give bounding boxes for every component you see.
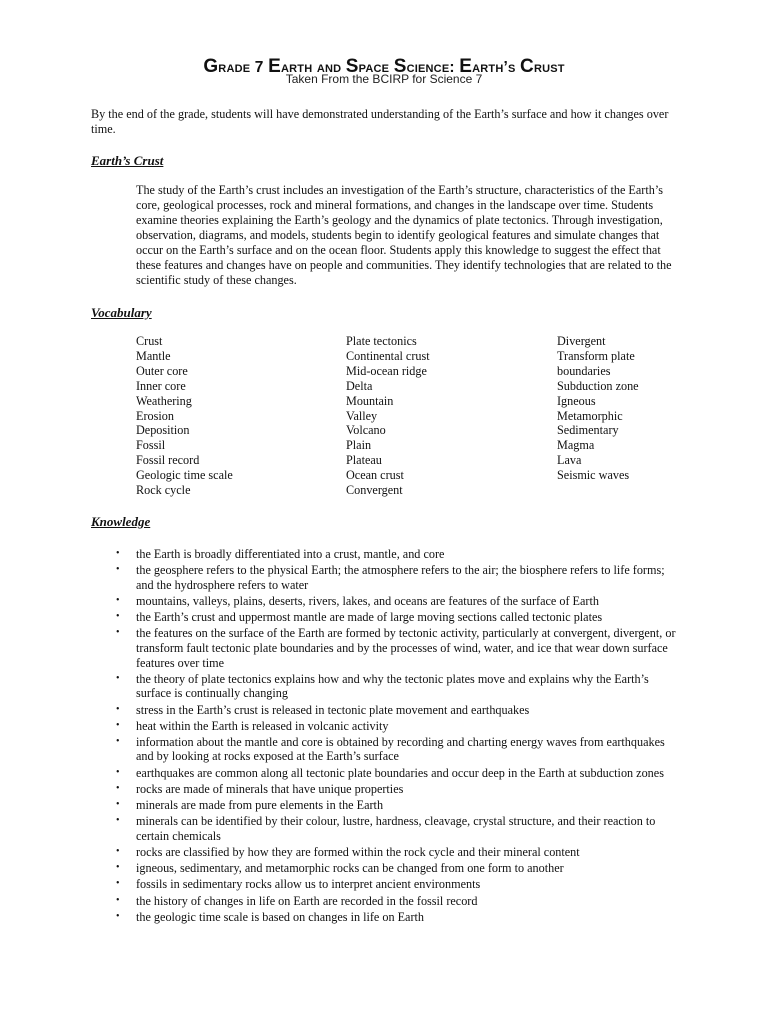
knowledge-text: the geosphere refers to the physical Earth; the atmosphere refers to the air; the biosphere refers to life forms; and the hydrosphere refers to water [136, 563, 665, 592]
vocabulary-term: Continental crust [346, 348, 430, 363]
crust-heading: Earth’s Crust [91, 153, 164, 168]
vocabulary-term: Plain [346, 438, 372, 453]
knowledge-list [116, 547, 676, 926]
knowledge-text: mountains, valleys, plains, deserts, rivers, lakes, and oceans are features of the surface of Earth [136, 593, 599, 608]
crust-paragraph: The study of the Earth’s crust includes an investigation of the Earth’s structure, characteristics of the Earth’s core, geological processes, rock and mineral formations, and changes in the landscape over time. Students examine theories explaining the Earth’s geology and the dynamics of plate tectonics. Through investigation, observation, diagrams, and models, students begin to identify geological features and simulate changes that occur on the Earth’s surface and on the ocean floor. Students apply this knowledge to suggest the effect that these features and changes have on people and communities. They identify technologies that are related to the scientific study of these changes. [136, 183, 672, 287]
knowledge-item [116, 894, 676, 909]
bullet-icon: • [116, 672, 120, 684]
knowledge-item [116, 563, 676, 592]
bullet-icon: • [116, 627, 120, 639]
page-title: Grade 7 Earth and Space Science: Earth’s Crust [203, 56, 565, 78]
vocabulary-term: Metamorphic [557, 408, 623, 423]
bullet-icon: • [116, 719, 120, 731]
knowledge-text: information about the mantle and core is obtained by recording and charting energy waves from earthquakes and by looking at rocks exposed at the Earth’s surface [136, 734, 665, 764]
knowledge-text: heat within the Earth is released in volcanic activity [136, 718, 389, 733]
knowledge-item [116, 782, 676, 797]
vocabulary-term: Convergent [346, 483, 403, 498]
knowledge-text: the Earth’s crust and uppermost mantle are made of large moving sections called tectonic plates [136, 610, 603, 625]
vocabulary-term: Valley [346, 408, 378, 423]
bullet-icon: • [116, 862, 120, 874]
vocabulary-term: Divergent [557, 334, 606, 348]
vocabulary-term: Sedimentary [557, 423, 619, 438]
knowledge-item [116, 798, 676, 813]
vocabulary-column-1 [136, 334, 233, 498]
knowledge-text: minerals can be identified by their colour, lustre, hardness, cleavage, crystal structure, and their reaction to certain chemicals [136, 814, 656, 843]
vocabulary-column-3 [557, 334, 639, 483]
knowledge-heading: Knowledge [91, 514, 151, 529]
knowledge-item [116, 719, 676, 734]
vocabulary-term: Igneous [557, 393, 596, 408]
vocabulary-term: Erosion [136, 408, 174, 423]
vocabulary-term: Crust [136, 334, 163, 348]
bullet-icon: • [116, 735, 120, 747]
knowledge-text: the theory of plate tectonics explains how and why the tectonic plates move and explains why the Earth’s surface is continually changing [136, 671, 649, 701]
vocabulary-term: Lava [557, 453, 582, 468]
bullet-icon: • [116, 564, 120, 576]
knowledge-text: rocks are classified by how they are formed within the rock cycle and their mineral content [136, 845, 580, 859]
knowledge-text: earthquakes are common along all tectonic plate boundaries and occur deep in the Earth at subduction zones [136, 765, 664, 780]
bullet-icon: • [116, 815, 120, 827]
knowledge-item [116, 703, 676, 718]
bullet-icon: • [116, 594, 120, 606]
vocabulary-term: Mountain [346, 393, 394, 408]
knowledge-item [116, 547, 676, 562]
intro-paragraph: By the end of the grade, students will have demonstrated understanding of the Earth’s surface and how it changes over time. [91, 107, 669, 136]
vocabulary-term: Inner core [136, 378, 186, 393]
knowledge-item [116, 766, 676, 781]
vocabulary-term: Volcano [346, 423, 386, 438]
vocabulary-heading: Vocabulary [91, 305, 152, 320]
vocabulary-term: Outer core [136, 363, 188, 378]
knowledge-item [116, 594, 676, 609]
bullet-icon: • [116, 894, 120, 906]
knowledge-text: igneous, sedimentary, and metamorphic rocks can be changed from one form to another [136, 861, 564, 876]
knowledge-text: rocks are made of minerals that have unique properties [136, 781, 404, 796]
knowledge-text: minerals are made from pure elements in the Earth [136, 798, 384, 813]
vocabulary-term: Magma [557, 438, 595, 453]
vocabulary-column-2 [346, 334, 430, 498]
vocabulary-term: Fossil record [136, 453, 200, 468]
vocabulary-term: Weathering [136, 393, 192, 408]
vocabulary-term: Mid-ocean ridge [346, 363, 427, 378]
bullet-icon: • [116, 910, 120, 922]
knowledge-item [116, 910, 676, 925]
knowledge-text: the Earth is broadly differentiated into a crust, mantle, and core [136, 547, 445, 561]
knowledge-item [116, 610, 676, 625]
vocabulary-term: Geologic time scale [136, 468, 233, 483]
vocabulary-term: Plate tectonics [346, 334, 417, 348]
vocabulary-term: Rock cycle [136, 483, 191, 498]
bullet-icon: • [116, 846, 120, 857]
vocabulary-term: Deposition [136, 423, 190, 438]
knowledge-item [116, 877, 676, 892]
knowledge-item [116, 672, 676, 701]
bullet-icon: • [116, 878, 120, 890]
vocabulary-term: Fossil [136, 438, 166, 453]
knowledge-item [116, 845, 676, 860]
page-subtitle: Taken From the BCIRP for Science 7 [285, 72, 483, 86]
bullet-icon: • [116, 611, 120, 623]
knowledge-item [116, 626, 676, 670]
knowledge-item [116, 861, 676, 876]
bullet-icon: • [116, 548, 120, 559]
bullet-icon: • [116, 782, 120, 794]
bullet-icon: • [116, 703, 120, 715]
vocabulary-term: Seismic waves [557, 468, 630, 483]
knowledge-text: the history of changes in life on Earth are recorded in the fossil record [136, 893, 478, 908]
vocabulary-term: Plateau [346, 453, 382, 468]
bullet-icon: • [116, 766, 120, 778]
vocabulary-term: boundaries [557, 363, 611, 378]
knowledge-text: the geologic time scale is based on changes in life on Earth [136, 909, 425, 924]
knowledge-item [116, 814, 676, 843]
vocabulary-term: Mantle [136, 348, 171, 363]
vocabulary-term: Ocean crust [346, 468, 404, 483]
vocabulary-term: Transform plate [557, 348, 635, 363]
vocabulary-term: Delta [346, 378, 373, 393]
knowledge-text: stress in the Earth’s crust is released in tectonic plate movement and earthquakes [136, 702, 530, 717]
bullet-icon: • [116, 799, 120, 811]
knowledge-item [116, 735, 676, 764]
knowledge-text: fossils in sedimentary rocks allow us to interpret ancient environments [136, 877, 481, 892]
knowledge-text: the features on the surface of the Earth are formed by tectonic activity, particularly at convergent, divergent, or transform fault tectonic plate boundaries and by the processes of wind, water, and ice that wear down surface features over time [136, 626, 676, 670]
vocabulary-term: Subduction zone [557, 378, 639, 393]
